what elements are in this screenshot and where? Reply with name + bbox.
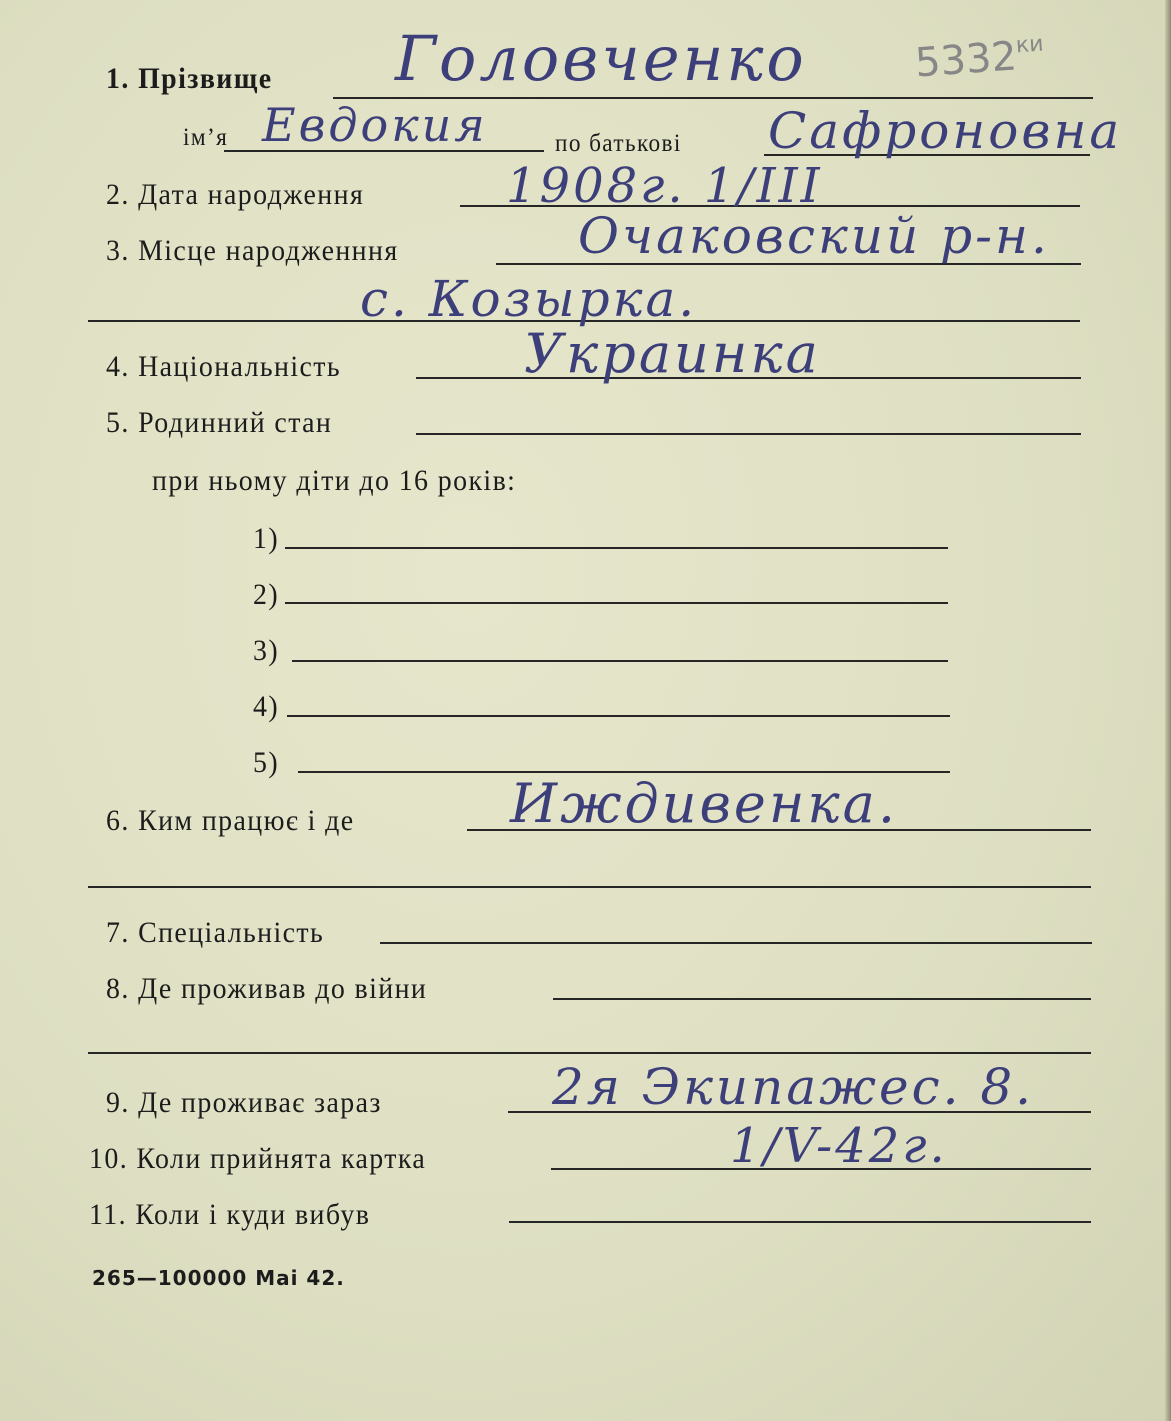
current-residence-label: 9. Де проживає зараз xyxy=(106,1086,382,1119)
departed-label: 11. Коли і куди вибув xyxy=(89,1198,371,1231)
work-value: Иждивенка. xyxy=(510,772,899,835)
prewar-residence-line-2 xyxy=(88,1052,1091,1054)
child-2-label: 2) xyxy=(253,578,280,611)
child-3-line xyxy=(292,660,948,662)
birth-date-value: 1908г. 1/III xyxy=(506,158,823,214)
child-3-label: 3) xyxy=(253,634,280,667)
family-status-line xyxy=(416,433,1081,435)
card-accepted-value: 1/V-42г. xyxy=(730,1118,948,1174)
card-accepted-label: 10. Коли прийнята картка xyxy=(89,1142,427,1175)
birth-place-value-1: Очаковский р-н. xyxy=(578,207,1050,265)
stamp-number: 5332 xyxy=(913,33,1019,87)
stamp-suffix: ки xyxy=(1015,31,1045,59)
children-label: при ньому діти до 16 років: xyxy=(152,464,517,497)
child-4-label: 4) xyxy=(253,690,280,723)
nationality-label: 4. Національність xyxy=(106,350,341,383)
child-1-line xyxy=(285,547,948,549)
departed-line xyxy=(509,1221,1091,1223)
prewar-residence-line-1 xyxy=(553,998,1091,1000)
surname-value: Головченко xyxy=(395,22,807,95)
name-value: Евдокия xyxy=(262,98,488,152)
current-residence-value: 2я Экипажес. 8. xyxy=(552,1058,1035,1116)
birth-date-label: 2. Дата народження xyxy=(106,178,365,211)
child-1-label: 1) xyxy=(253,522,280,555)
prewar-residence-label: 8. Де проживав до війни xyxy=(106,972,428,1005)
work-line-2 xyxy=(88,886,1091,888)
family-status-label: 5. Родинний стан xyxy=(106,406,333,439)
name-label: ім’я xyxy=(183,124,229,151)
specialty-line xyxy=(380,942,1092,944)
birth-place-label: 3. Місце народженння xyxy=(106,234,399,267)
child-5-label: 5) xyxy=(253,746,280,779)
patronymic-value: Сафроновна xyxy=(768,102,1123,160)
child-2-line xyxy=(285,602,948,604)
birth-place-value-2: с. Козырка. xyxy=(360,270,698,328)
print-code: 265—100000 Mai 42. xyxy=(92,1266,345,1290)
work-label: 6. Ким працює і де xyxy=(106,804,355,837)
child-4-line xyxy=(287,715,950,717)
nationality-value: Украинка xyxy=(524,322,821,385)
specialty-label: 7. Спеціальність xyxy=(106,916,325,949)
card-number-stamp xyxy=(914,32,1046,87)
surname-label: 1. Прізвище xyxy=(106,62,273,95)
patronymic-label: по батькові xyxy=(555,130,682,157)
